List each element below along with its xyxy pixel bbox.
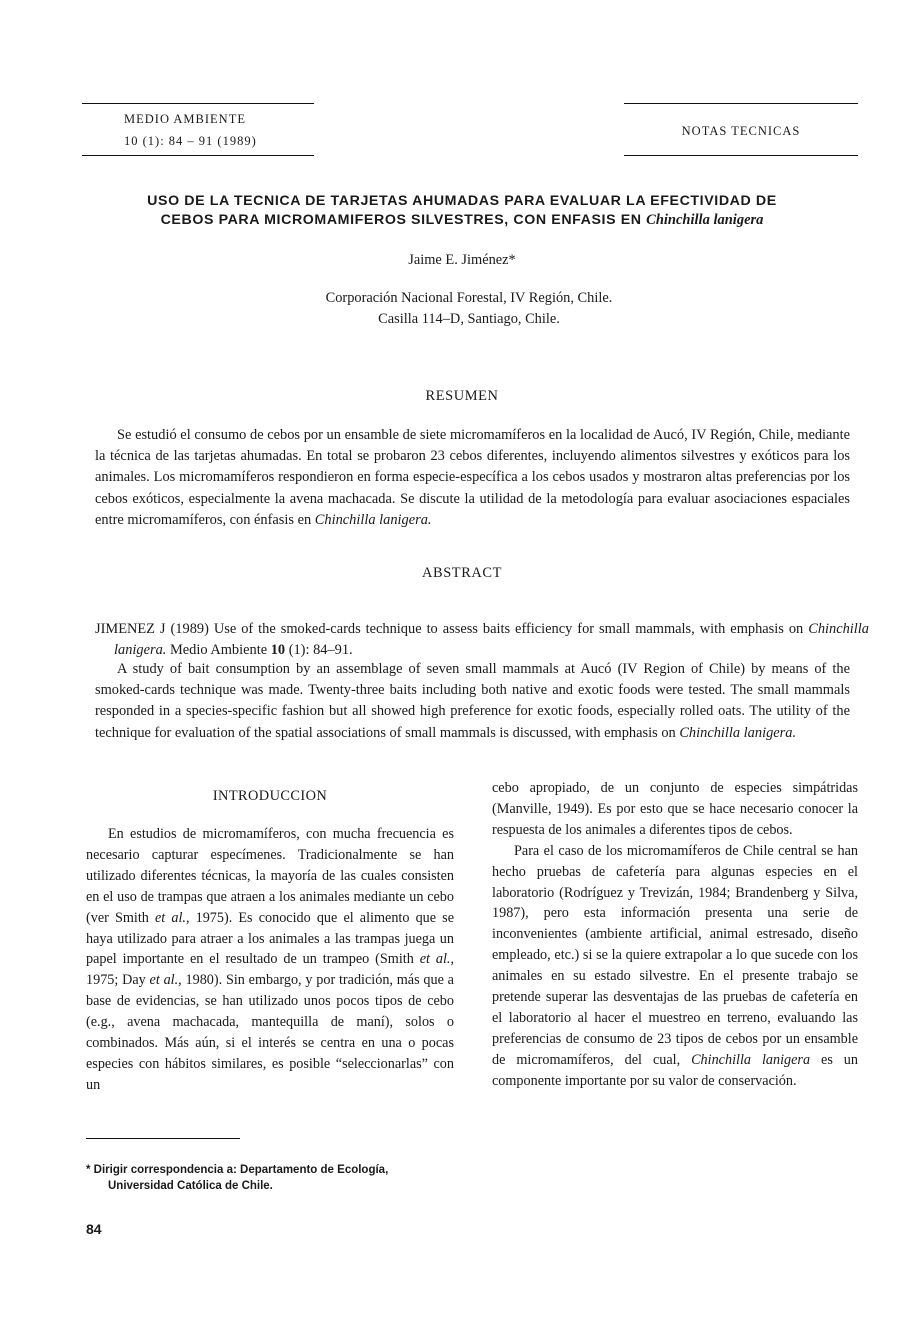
intro-right-paragraph-2 [492,841,858,1092]
journal-name: MEDIO AMBIENTE [124,112,246,126]
resumen-species: Chinchilla lanigera. [314,511,432,528]
footnote-line-1: * Dirigir correspondencia a: Departamento de Ecología, [86,1164,389,1176]
abstract-species: Chinchilla lanigera. [679,724,797,741]
footnote [86,1162,466,1194]
header-right-bottom-rule [624,155,858,156]
abstract-reference [95,619,869,661]
intro-left-text-c: , 1975; Day [86,951,454,989]
article-title [90,192,834,230]
intro-right-text-a: Para el caso de los micromamíferos de Chile central se han hecho pruebas de cafetería para algunas especies en el laboratorio (Rodríguez y Trevizán, 1984; Brandenberg y Silva, 1987), pero esta información presenta una serie de inconvenientes (ambiente artificial, animal estresado, diseño empleado, etc.) si se la quiere extrapolar a lo que sucede con los animales en su estado silvestre. En el presente trabajo se pretende superar las desventajas de las pruebas de cafetería en el laboratorio al hacer el muestreo en terreno, evaluando las preferencias de consumo de 23 tipos de cebos por un ensamble de micromamíferos, del cual, [492,842,858,1068]
intro-right-column [492,778,858,1092]
intro-right-paragraph-1: cebo apropiado, de un conjunto de especies simpátridas (Manville, 1949). Es por esto que se hace necesario conocer la respuesta de los animales a diferentes tipos de cebos. [492,780,858,838]
resumen-text [95,425,850,531]
page-number: 84 [86,1221,102,1237]
reference-species: Chinchilla lanigera. [114,621,869,659]
et-al-3: et al. [149,972,179,989]
footnote-rule [86,1138,240,1139]
header-left-bottom-rule [82,155,314,156]
section-label: NOTAS TECNICAS [681,124,801,138]
title-line-1: USO DE LA TECNICA DE TARJETAS AHUMADAS PARA EVALUAR LA EFECTIVIDAD DE [147,193,777,209]
abstract-heading: ABSTRACT [422,565,502,581]
author: Jaime E. Jiménez* [408,252,516,268]
affiliation-line-1: Corporación Nacional Forestal, IV Región, Chile. [325,290,613,306]
resumen-heading: RESUMEN [425,388,499,404]
et-al-2: et al. [419,951,451,968]
reference-volume: 10 [270,642,286,659]
journal-citation: 10 (1): 84 – 91 (1989) [124,134,257,148]
header-left-top-rule [82,103,314,104]
resumen-body: Se estudió el consumo de cebos por un ensamble de siete micromamíferos en la localidad de Aucó, IV Región, Chile, mediante la técnica de las tarjetas ahumadas. En total se probaron 23 cebos diferentes, incluyendo alimentos silvestres y exóticos para los animales. Los micromamíferos respondieron en forma especie-específica a los cebos usados y mostraron altas preferencias por los cebos exóticos, especialmente la avena machacada. Se discute la utilidad de la metodología para evaluar asociaciones espaciales entre micromamíferos, con énfasis en [95,427,850,528]
title-species: Chinchilla lanigera [646,212,764,228]
header-right-top-rule [624,103,858,104]
title-line-2-prefix: CEBOS PARA MICROMAMIFEROS SILVESTRES, CON ENFASIS EN [160,212,642,228]
abstract-body: A study of bait consumption by an assemblage of seven small mammals at Aucó (IV Region of Chile) by means of the smoked-cards technique was made. Twenty-three baits including both native and exotic foods were tested. The small mammals responded in a species-specific fashion but all showed high preference for exotic foods, especially rolled oats. The utility of the technique for evaluation of the spatial associations of small mammals is discussed, with emphasis on [95,661,850,741]
abstract-text [95,659,850,744]
reference-text: JIMENEZ J (1989) Use of the smoked-cards technique to assess baits efficiency for small mammals, with emphasis on [95,621,804,637]
intro-left-text-a: En estudios de micromamíferos, con mucha frecuencia es necesario capturar especímenes. Tradicionalmente se han utilizado diferentes técnicas, la mayoría de las cuales consisten en el uso de trampas que atraen a los animales mediante un cebo (ver Smith [86,826,454,926]
title-line-2 [90,211,834,230]
reference-pages: (1): 84–91. [285,642,353,659]
introduccion-heading: INTRODUCCION [212,788,328,804]
intro-left-text-d: , 1980). Sin embargo, y por tradición, más que a base de evidencias, se han utilizado unos pocos tipos de cebo (e.g., avena machacada, mantequilla de maní), solos o combinados. Más aún, si el interés se centra en una o pocas especies con hábitos similares, es posible “seleccionarlas” con un [86,972,454,1093]
intro-left-text-b: , 1975). Es conocido que el alimento que se haya utilizado para atraer a los animales a las trampas juega un papel importante en el resultado de un trampeo (Smith [86,909,454,968]
intro-right-text-b: es un componente importante por su valor de conservación. [492,1051,858,1089]
affiliation [0,288,924,330]
intro-left-column [86,824,454,1096]
footnote-line-2: Universidad Católica de Chile. [108,1180,273,1192]
et-al-1: et al. [155,909,186,926]
affiliation-line-2: Casilla 114–D, Santiago, Chile. [378,311,560,327]
intro-right-species: Chinchilla lanigera [691,1051,811,1068]
reference-journal: Medio Ambiente [166,642,271,659]
